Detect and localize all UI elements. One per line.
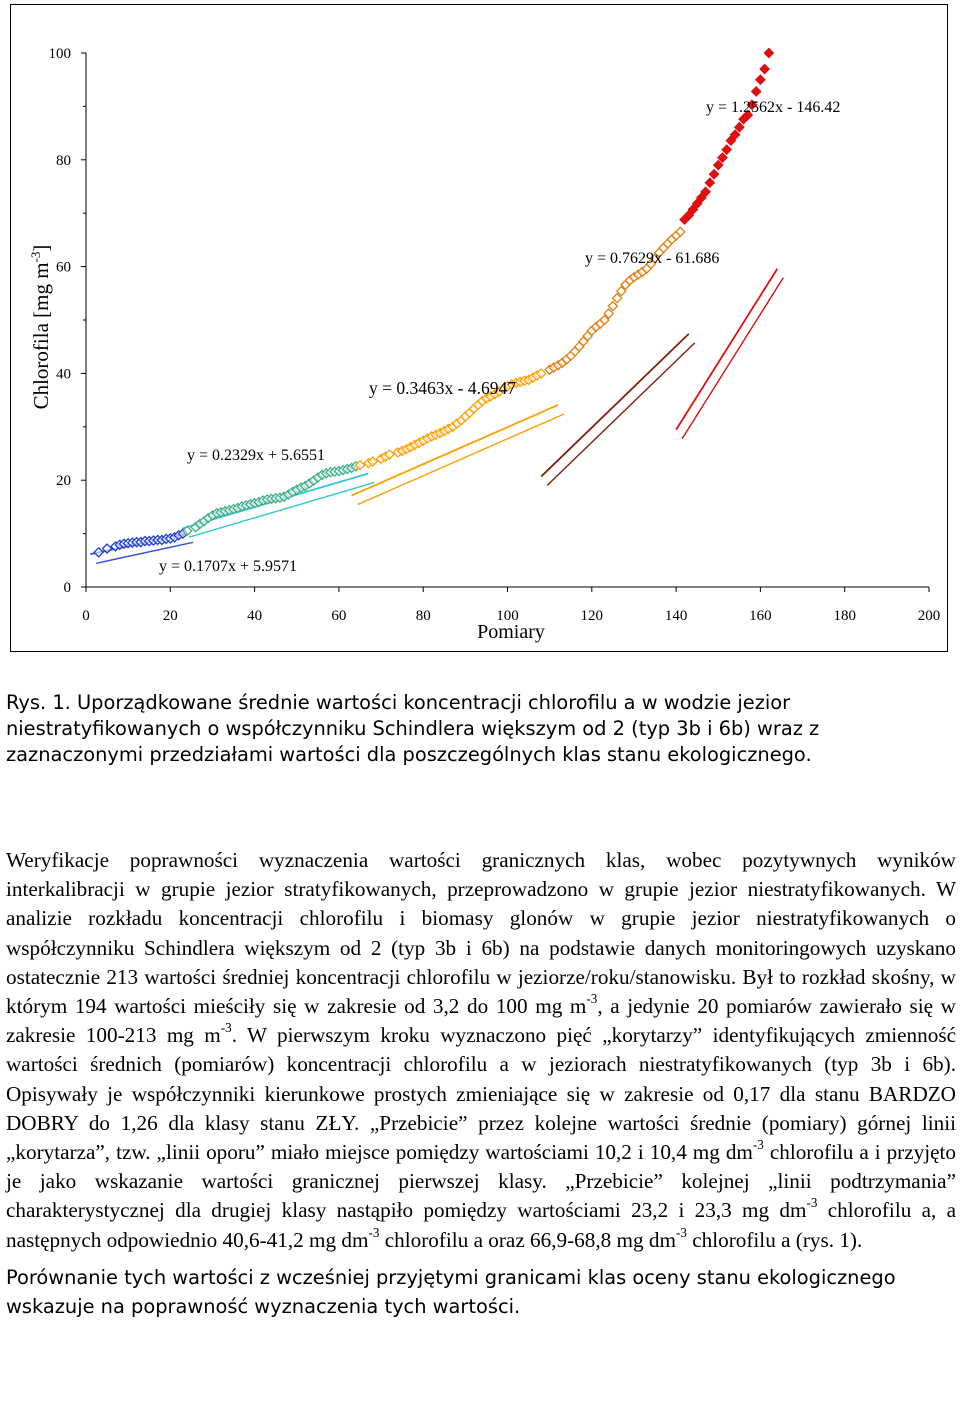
caption-text: Rys. 1. Uporządkowane średnie wartości koncentracji chlorofilu a w wodzie jezior niestratyfikowanych o współczynniku Schindlera większym od 2 (typ 3b i 6b) wraz z zaznaczonymi przedziałami wartości dla poszczególnych klas stanu ekologicznego. xyxy=(6,691,820,766)
x-tick-label: 20 xyxy=(162,608,178,624)
equation-1: y = 0.1707x + 5.9571 xyxy=(159,558,298,575)
x-tick-label: 40 xyxy=(247,608,263,624)
trendline-5 xyxy=(676,269,777,430)
equation-2: y = 0.2329x + 5.6551 xyxy=(187,447,326,464)
y-tick-label: 80 xyxy=(56,152,71,169)
y-tick-label: 20 xyxy=(56,473,71,490)
equation-3: y = 0.3463x - 4.6947 xyxy=(369,378,516,398)
data-point xyxy=(764,49,773,58)
data-point xyxy=(710,170,719,179)
x-tick-label: 120 xyxy=(580,608,604,624)
y-axis-label: Chlorofila [mg $m^{-3}$] xyxy=(28,244,53,410)
chart-frame xyxy=(10,4,948,652)
x-tick-label: 80 xyxy=(415,608,431,624)
y-tick-label: 60 xyxy=(56,259,71,276)
body-text xyxy=(6,846,956,1321)
x-tick-label: 0 xyxy=(82,608,90,624)
x-tick-label: 140 xyxy=(664,608,688,624)
y-tick-label: 40 xyxy=(56,366,71,383)
data-point xyxy=(756,75,765,84)
data-point xyxy=(722,145,731,154)
equation-4: y = 0.7629x - 61.686 xyxy=(585,250,720,267)
trendline-lower-3 xyxy=(358,414,565,505)
x-axis-label: Pomiary xyxy=(477,621,545,643)
x-tick-label: 160 xyxy=(749,608,772,624)
x-tick-label: 60 xyxy=(331,608,347,624)
equation-5: y = 1.2562x - 146.42 xyxy=(706,99,841,116)
data-point xyxy=(705,178,714,187)
data-point xyxy=(752,87,761,96)
paragraph-2: Porównanie tych wartości z wcześniej przyjętymi granicami klas oceny stanu ekologicznego wskazuje na poprawność wyznaczenia tych wartości. xyxy=(6,1265,896,1318)
chlorophyll-chart xyxy=(11,5,947,651)
y-tick-label: 100 xyxy=(48,46,71,62)
paragraph-1: Weryfikacje poprawności wyznaczenia wartości granicznych klas, wobec pozytywnych wyników interkalibracji w grupie jezior stratyfikowanych, przeprowadzono w grupie jezior niestratyfikowanych. W analizie rozkładu koncentracji chlorofilu i biomasy glonów w grupie jezior niestratyfikowanych o współczynniku Schindlera większym od 2 (typ 3b i 6b) na podstawie danych monitoringowych uzyskano ostatecznie 213 wartości średniej koncentracji chlorofilu w jeziorze/roku/stanowisku. Był to rozkład skośny, w którym 194 wartości mieściły się w zakresie od 3,2 do 100 mg $m^{-3}$, a jedynie 20 pomiarów zawierało się w zakresie 100-213 mg $m^{-3}$. W pierwszym kroku wyznaczono pięć „korytarzy” identyfikujących zmienność wartości średnich (pomiarów) koncentracji chlorofilu a w jeziorach niestratyfikowanych (typ 3b i 6b). Opisywały je współczynniki kierunkowe prostych zmieniające się w zakresie od 0,17 dla stanu BARDZO DOBRY do 1,26 dla klasy stanu ZŁY. „Przebicie” przez kolejne wartości średnie (pomiary) górnej linii „korytarza”, tzw. „linii oporu” miało miejsce pomiędzy wartościami 10,2 i 10,4 mg $dm^{-3}$ chlorofilu a i przyjęto je jako wskazanie wartości granicznej pierwszej klasy. „Przebicie” kolejnej „linii podtrzymania” charakterystycznej dla drugiej klasy nastąpiło pomiędzy wartościami 23,2 i 23,3 mg $dm^{-3}$ chlorofilu a, a następnych odpowiednio 40,6-41,2 mg $dm^{-3}$ chlorofilu a oraz 66,9-68,8 mg $dm^{-3}$ chlorofilu a (rys. 1). xyxy=(6,848,957,1252)
y-tick-label: 0 xyxy=(63,580,71,596)
data-point xyxy=(760,65,769,74)
trendline-3 xyxy=(352,405,559,496)
trendline-lower-4 xyxy=(547,343,695,486)
figure-caption xyxy=(6,690,956,768)
trendline-lower-5 xyxy=(682,278,783,439)
x-tick-label: 180 xyxy=(833,608,856,624)
trendline-4 xyxy=(541,334,689,477)
x-tick-label: 100 xyxy=(496,608,519,624)
x-tick-label: 200 xyxy=(917,608,941,624)
data-point xyxy=(94,548,103,557)
